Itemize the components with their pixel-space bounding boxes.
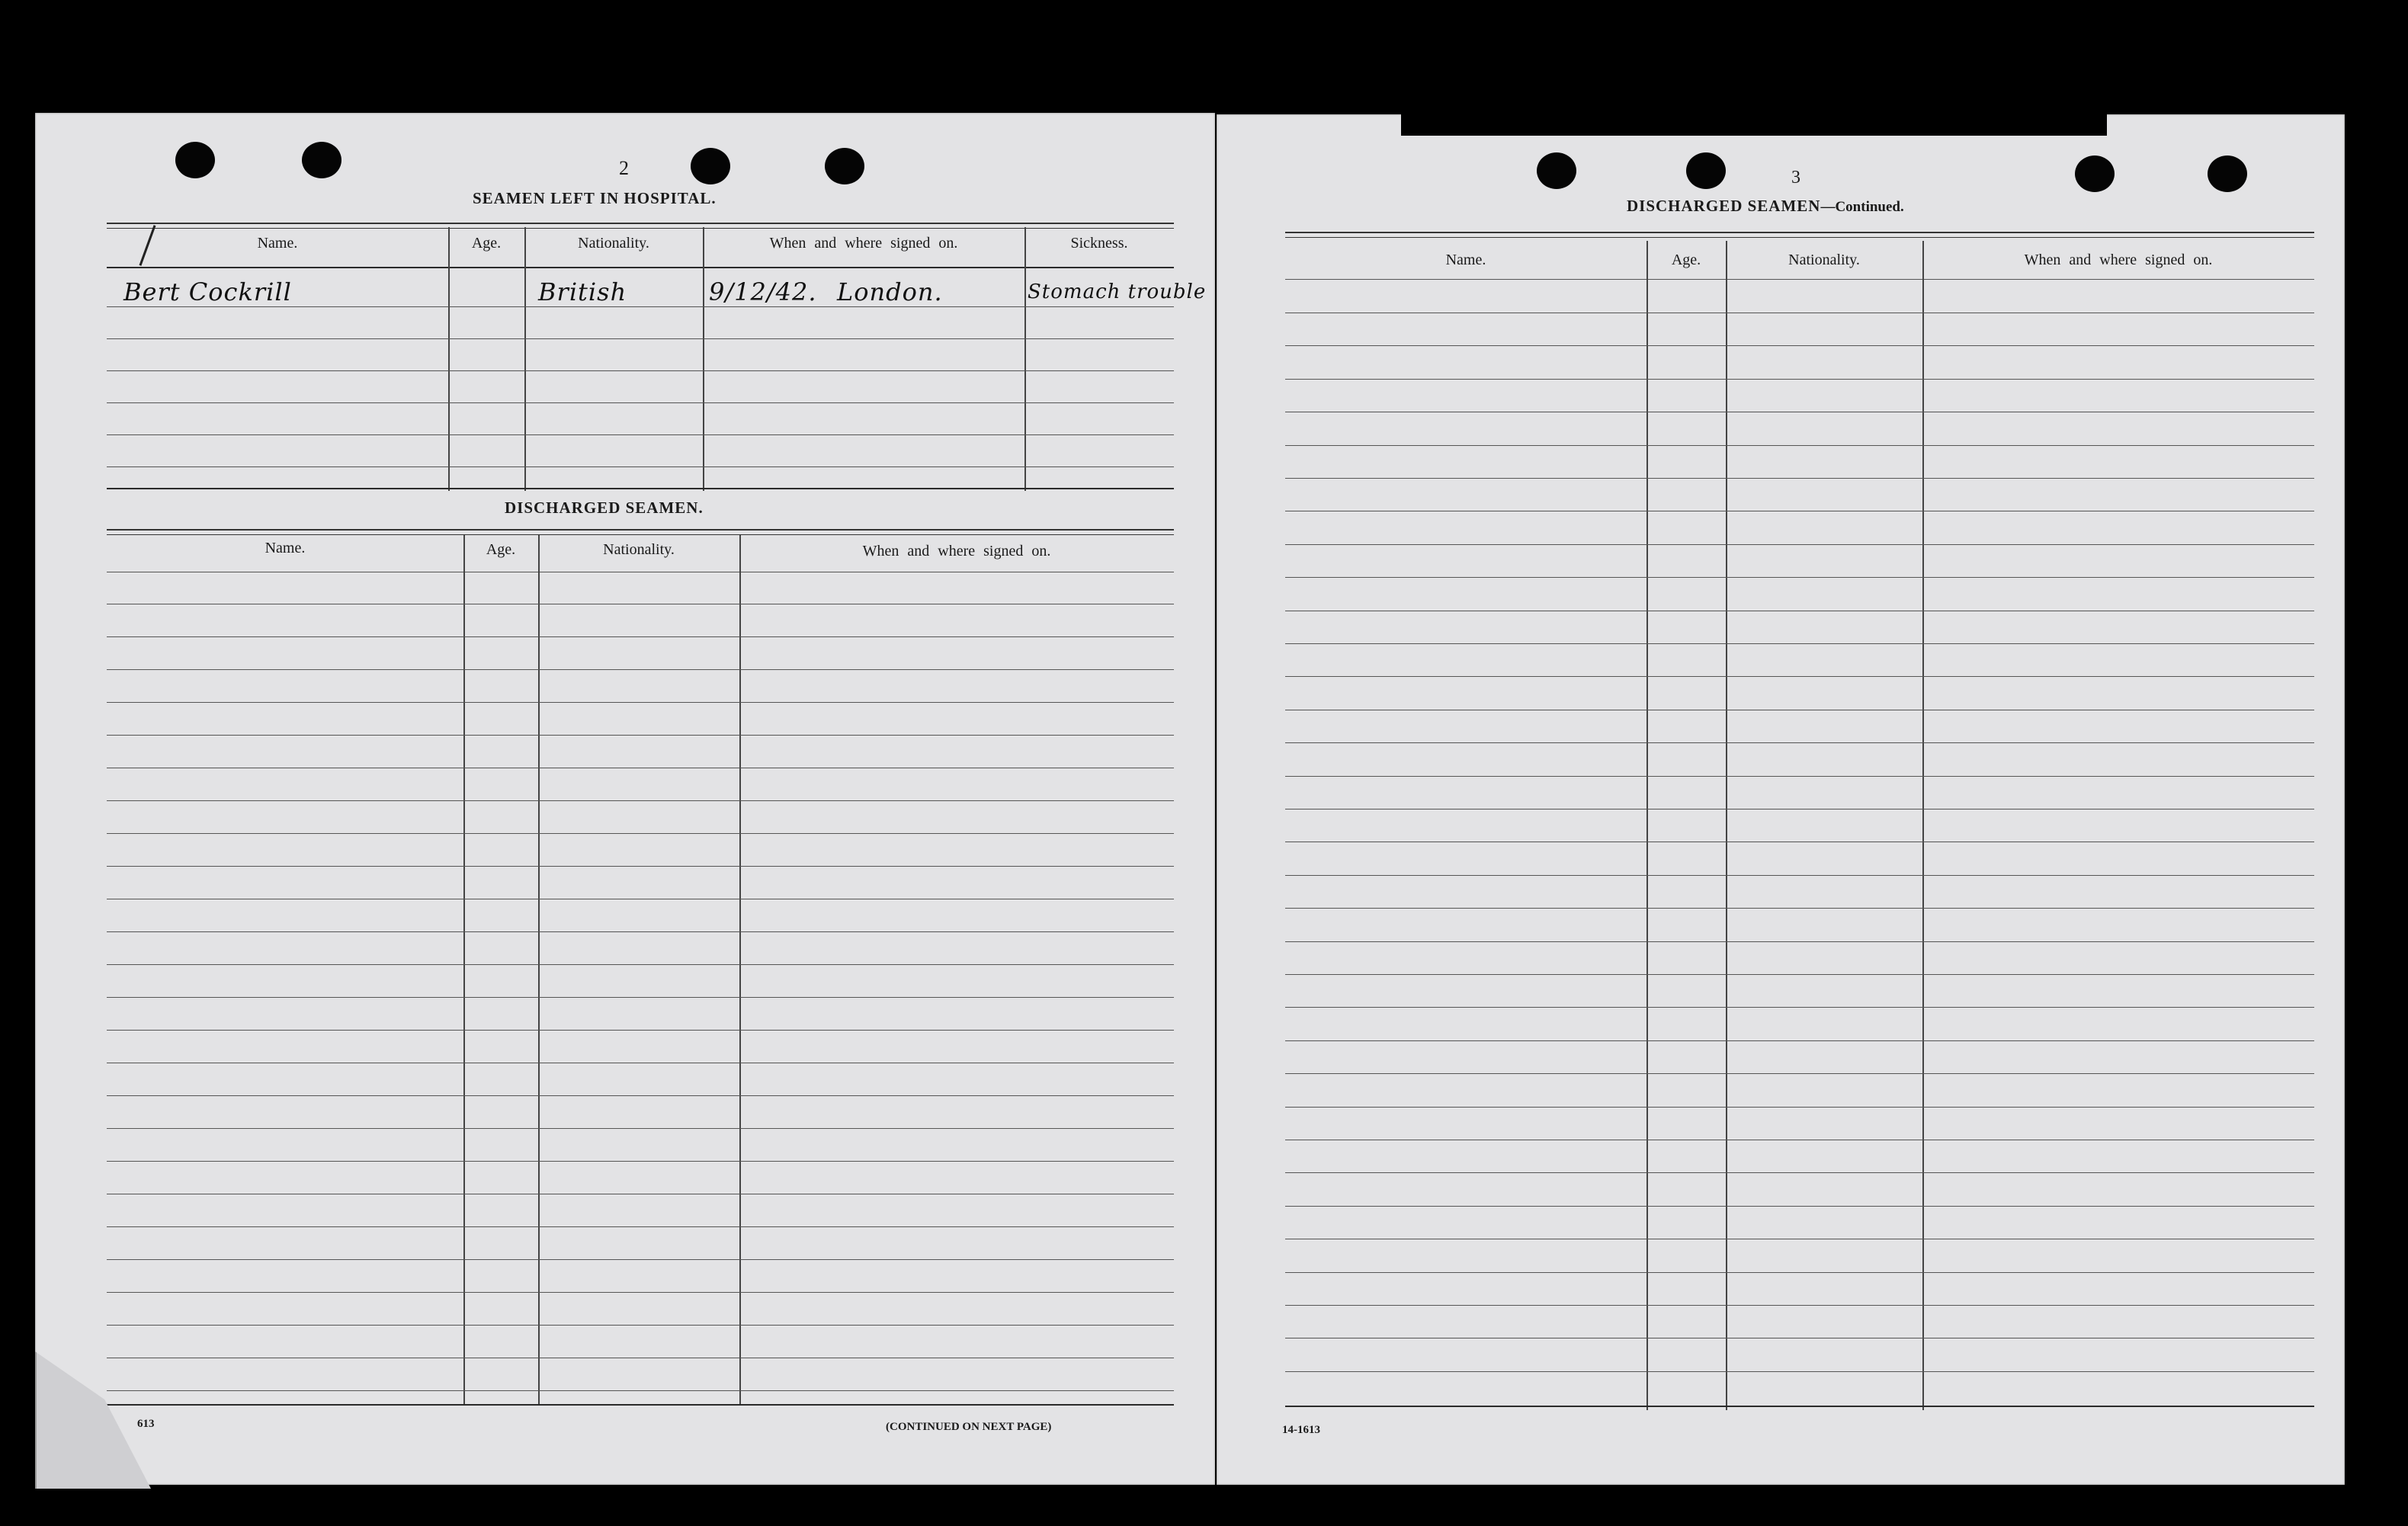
- ruled-line: [1285, 676, 2314, 677]
- ruled-line: [1285, 1305, 2314, 1306]
- form-number: 14-1613: [1282, 1424, 1320, 1436]
- header-nationality: Nationality.: [603, 541, 675, 558]
- ruled-line: [107, 997, 1174, 998]
- header-name: Name.: [257, 235, 298, 252]
- header-age: Age.: [471, 235, 502, 252]
- ruled-line: [107, 833, 1174, 834]
- ruled-line: [107, 1128, 1174, 1129]
- ruled-line: [1285, 577, 2314, 578]
- page-number: 3: [1791, 168, 1800, 188]
- punch-hole: [2208, 155, 2247, 192]
- header-signed-on: When and where signed on.: [862, 543, 1051, 559]
- punch-hole: [1537, 152, 1576, 189]
- ruled-line: [1285, 1007, 2314, 1008]
- ruled-line: [107, 1161, 1174, 1162]
- discharged-continued-title: [1627, 197, 1904, 216]
- title-text: DISCHARGED SEAMEN: [1627, 197, 1821, 215]
- ruled-line: [107, 702, 1174, 703]
- ruled-line: [107, 1226, 1174, 1227]
- ruled-line: [1285, 544, 2314, 545]
- hospital-row-place: London.: [837, 277, 943, 306]
- ruled-line: [1285, 478, 2314, 479]
- discharged-table: [107, 527, 1174, 1488]
- header-name: Name.: [1445, 252, 1486, 268]
- punch-hole: [1686, 152, 1726, 189]
- ruled-line: [1285, 742, 2314, 743]
- header-age: Age.: [1671, 252, 1701, 268]
- right-page: [1217, 114, 2345, 1485]
- punch-hole: [825, 148, 864, 184]
- header-signed-on: When and where signed on.: [769, 235, 958, 252]
- hospital-section-title: SEAMEN LEFT IN HOSPITAL.: [473, 189, 717, 207]
- ruled-line: [107, 866, 1174, 867]
- ruled-line: [1285, 908, 2314, 909]
- ruled-line: [107, 1325, 1174, 1326]
- ruled-line: [1285, 776, 2314, 777]
- hospital-row-sickness: Stomach trouble: [1028, 281, 1207, 303]
- paper-tab: [1401, 114, 2107, 136]
- ruled-line: [1285, 941, 2314, 942]
- ruled-line: [1285, 1206, 2314, 1207]
- ruled-line: [1285, 445, 2314, 446]
- ruled-line: [107, 1095, 1174, 1096]
- ruled-line: [107, 735, 1174, 736]
- ruled-line: [1285, 1172, 2314, 1173]
- header-signed-on: When and where signed on.: [2024, 252, 2213, 268]
- left-page: [35, 113, 1215, 1485]
- ruled-line: [1285, 1371, 2314, 1372]
- hospital-row-nationality: British: [538, 277, 627, 306]
- ruled-line: [1285, 974, 2314, 975]
- ruled-line: [1285, 875, 2314, 876]
- ruled-line: [107, 1259, 1174, 1260]
- discharged-continued-table: [1285, 230, 2314, 1526]
- ruled-line: [107, 669, 1174, 670]
- hospital-row-name: Bert Cockrill: [123, 277, 292, 306]
- header-sickness: Sickness.: [1070, 235, 1128, 252]
- title-suffix: —Continued.: [1820, 199, 1904, 215]
- ruled-line: [107, 1390, 1174, 1391]
- ruled-line: [107, 931, 1174, 932]
- ruled-line: [1285, 1272, 2314, 1273]
- header-nationality: Nationality.: [1788, 252, 1860, 268]
- punch-hole: [2075, 155, 2115, 192]
- continued-note: (CONTINUED ON NEXT PAGE): [886, 1421, 1052, 1433]
- discharged-section-title: DISCHARGED SEAMEN.: [505, 499, 704, 517]
- punch-hole: [302, 142, 341, 178]
- ruled-line: [1285, 1073, 2314, 1074]
- ruled-line: [107, 1030, 1174, 1031]
- header-nationality: Nationality.: [578, 235, 649, 252]
- ruled-line: [107, 964, 1174, 965]
- form-number: 613: [137, 1418, 155, 1430]
- hospital-row-date: 9/12/42.: [709, 277, 817, 306]
- ruled-line: [1285, 379, 2314, 380]
- punch-hole: [175, 142, 215, 178]
- ruled-line: [107, 800, 1174, 801]
- ruled-line: [107, 1292, 1174, 1293]
- ruled-line: [1285, 1107, 2314, 1108]
- ruled-line: [107, 636, 1174, 637]
- ruled-line: [1285, 1040, 2314, 1041]
- punch-hole: [691, 148, 730, 184]
- ruled-line: [1285, 643, 2314, 644]
- header-age: Age.: [486, 541, 516, 558]
- page-number: 2: [619, 157, 629, 179]
- ruled-line: [1285, 345, 2314, 346]
- header-name: Name.: [265, 540, 306, 556]
